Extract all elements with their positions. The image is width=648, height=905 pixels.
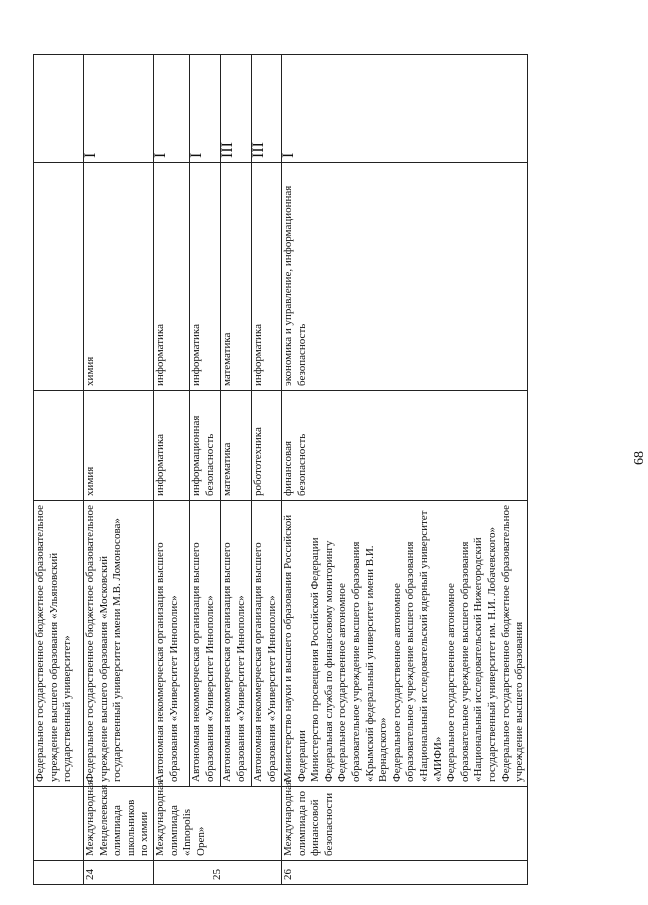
olympiad-name-cell: Международная олимпиада «Innopolis Open» bbox=[154, 787, 282, 861]
organizer-line: Федеральная служба по финансовому мониторингу bbox=[322, 540, 335, 782]
subject-cell: информатика bbox=[190, 163, 221, 391]
olympiad-name-cell bbox=[34, 787, 84, 861]
subject-cell: экономика и управление, информационная безопасность bbox=[282, 163, 528, 391]
level-cell bbox=[34, 55, 84, 163]
page-number: 68 bbox=[632, 451, 647, 465]
subject-cell: математика bbox=[221, 163, 252, 391]
profile-cell: робототехника bbox=[252, 391, 282, 501]
level-cell: III bbox=[252, 55, 282, 163]
table-row bbox=[154, 55, 190, 885]
organizer-line: Федеральное государственное автономное образовательное учреждение высшего образования «Национальный исследовательский ядерный университет «МИФИ» bbox=[390, 510, 444, 782]
organizer-cell: Федеральное государственное бюджетное образовательное учреждение высшего образования «Ульяновский государственный университет» bbox=[34, 501, 84, 787]
level-cell: I bbox=[84, 55, 154, 163]
organizer-cell: Автономная некоммерческая организация высшего образования «Университет Иннополис» bbox=[154, 501, 190, 787]
level-cell: I bbox=[154, 55, 190, 163]
level-cell: III bbox=[221, 55, 252, 163]
subject-cell: информатика bbox=[154, 163, 190, 391]
number-cell: 24 bbox=[84, 861, 154, 885]
table-row bbox=[190, 55, 221, 885]
organizer-cell bbox=[282, 501, 528, 787]
level-cell: I bbox=[282, 55, 528, 163]
subject-cell bbox=[34, 163, 84, 391]
table-row bbox=[34, 55, 84, 885]
profile-cell: математика bbox=[221, 391, 252, 501]
organizer-cell: Автономная некоммерческая организация высшего образования «Университет Иннополис» bbox=[221, 501, 252, 787]
olympiad-table bbox=[33, 54, 528, 885]
organizer-cell: Автономная некоммерческая организация высшего образования «Университет Иннополис» bbox=[190, 501, 221, 787]
table-row bbox=[282, 55, 528, 885]
level-cell: I bbox=[190, 55, 221, 163]
table-row bbox=[221, 55, 252, 885]
table-row bbox=[252, 55, 282, 885]
number-cell: 25 bbox=[154, 861, 282, 885]
olympiad-name-cell: Международная олимпиада по финансовой безопасности bbox=[282, 787, 528, 861]
olympiad-name-cell: Международная Менделеевская олимпиада школьников по химии bbox=[84, 787, 154, 861]
profile-cell: информатика bbox=[154, 391, 190, 501]
organizer-line: Федеральное государственное автономное образовательное учреждение высшего образования «Национальный исследовательский Нижегородский государственный университет им. Н.И. Лобачевского» bbox=[445, 527, 498, 782]
organizer-line: Министерство науки и высшего образования Российской Федерации bbox=[282, 514, 308, 782]
organizer-line: Министерство просвещения Российской Федерации bbox=[309, 537, 322, 782]
profile-cell: информационная безопасность bbox=[190, 391, 221, 501]
table-row bbox=[84, 55, 154, 885]
number-cell bbox=[34, 861, 84, 885]
profile-cell: химия bbox=[84, 391, 154, 501]
organizer-line: Федеральное государственное бюджетное образовательное учреждение высшего образования bbox=[499, 505, 526, 782]
subject-cell: химия bbox=[84, 163, 154, 391]
organizer-cell: Федеральное государственное бюджетное образовательное учреждение высшего образования «Московский государственный университет имени М.В. Ломоносова» bbox=[84, 501, 154, 787]
organizer-cell: Автономная некоммерческая организация высшего образования «Университет Иннополис» bbox=[252, 501, 282, 787]
profile-cell: финансовая безопасность bbox=[282, 391, 528, 501]
organizer-line: Федеральное государственное автономное образовательное учреждение высшего образования «Крымский федеральный университет имени В.И. Вернадского» bbox=[336, 541, 390, 782]
subject-cell: информатика bbox=[252, 163, 282, 391]
number-cell: 26 bbox=[282, 861, 528, 885]
profile-cell bbox=[34, 391, 84, 501]
